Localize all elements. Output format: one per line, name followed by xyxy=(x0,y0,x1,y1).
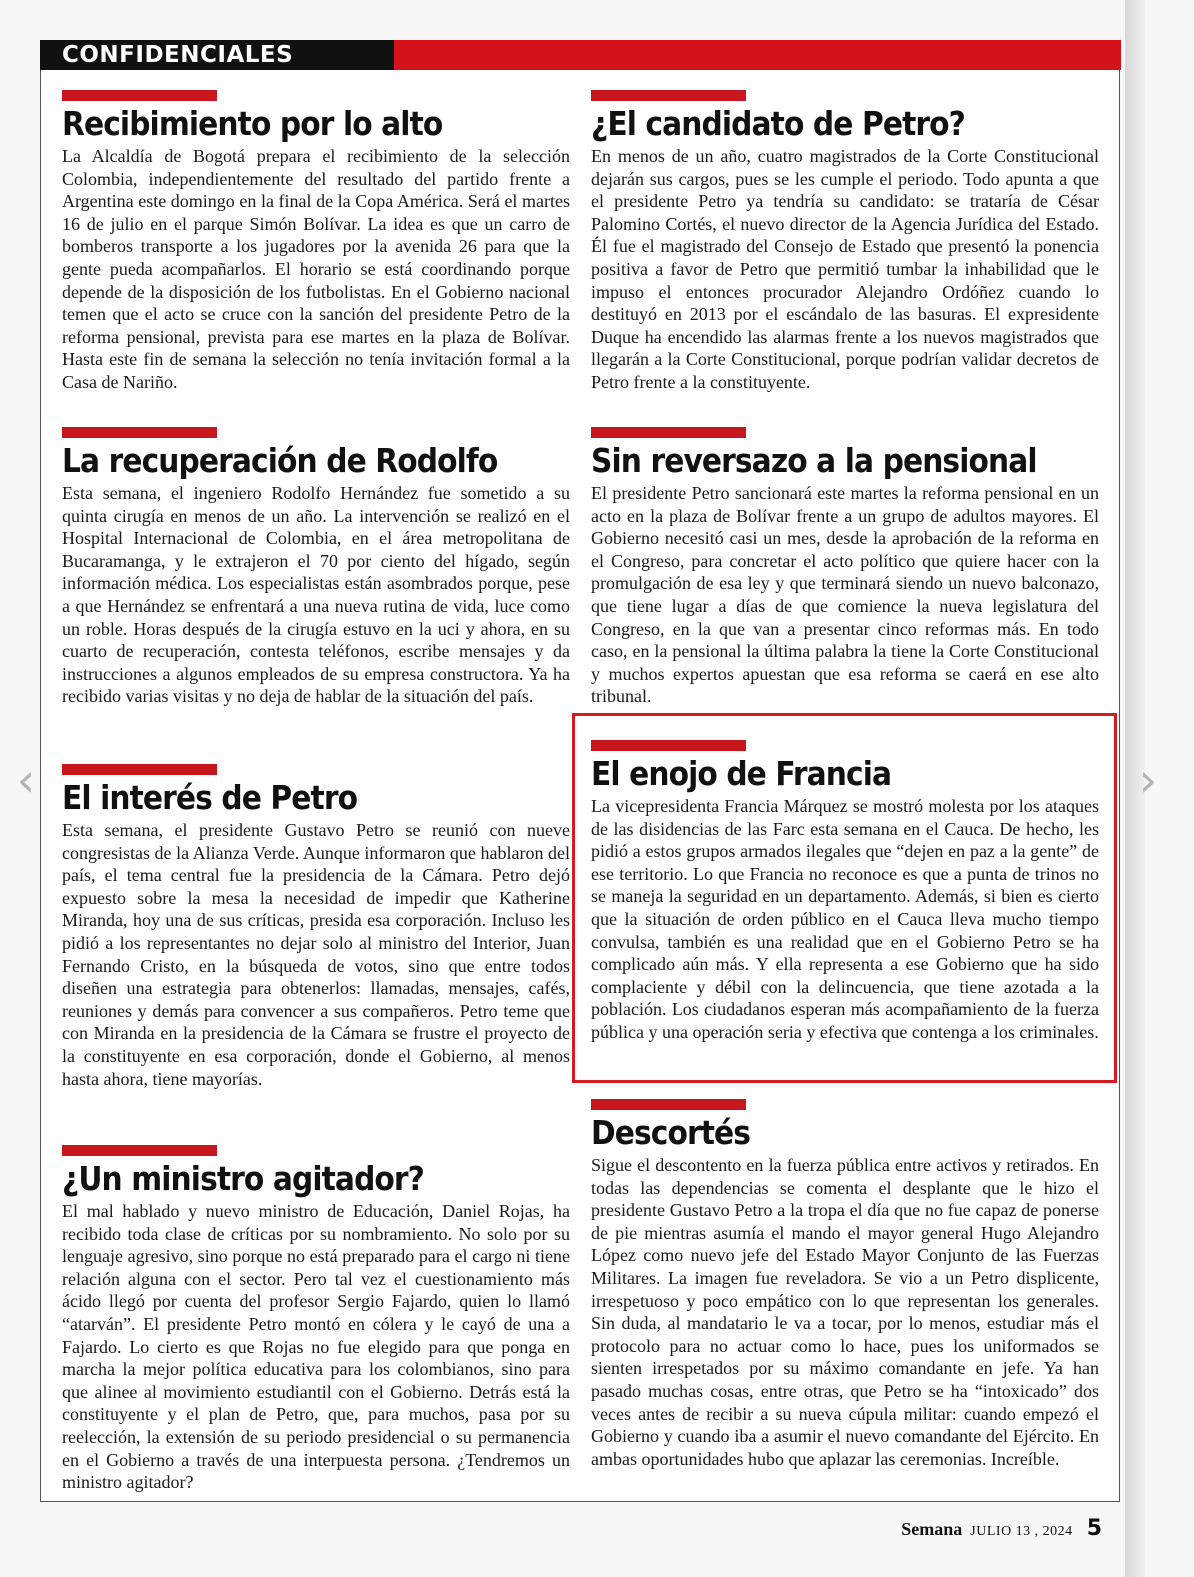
article-body: El mal hablado y nuevo ministro de Educación, Daniel Rojas, ha recibido toda clase de críticas por su nombramiento. No solo por su lenguaje agresivo, sino porque no está preparado para el cargo ni tiene relación alguna con el sector. Pero tal vez el cuestionamiento más ácido llegó por cuenta del profesor Sergio Fajardo, quien lo llamó “atarván”. El presidente Petro montó en cólera y le cayó de una a Fajardo. Lo cierto es que Rojas no fue elegido para que ponga en marcha la mejor política educativa para los colombianos, sino para que alinee al movimiento estudiantil con el Gobierno. Detrás está la constituyente y el plan de Petro, que, para muchos, pasa por su reelección, la extensión de su periodo presidencial o su permanencia en el Gobierno a través de una interpuesta persona. ¿Tendremos un ministro agitador? xyxy=(62,1201,570,1493)
article-red-bar xyxy=(62,90,217,101)
article-title: ¿El candidato de Petro? xyxy=(591,104,965,143)
highlight-box xyxy=(572,713,1117,1083)
article-body: En menos de un año, cuatro magistrados de la Corte Constitucional dejarán sus cargos, pues se les cumple el periodo. Todo apunta a que el presidente Petro ya tendría su candidato: se trataría de César Palomino Cortés, el nuevo director de la Agencia Jurídica del Estado. Él fue el magistrado del Consejo de Estado que presentó la ponencia positiva a favor de Petro que permitió tumbar la inhabilidad que le impuso el entonces procurador Alejandro Ordóñez cuando lo destituyó en 2013 por el escándalo de las basuras. El expresidente Duque ha encendido las alarmas frente a los nuevos magistrados que llegarán a la Corte Constitucional, porque podrían validar decretos de Petro frente a la constituyente. xyxy=(591,146,1099,392)
article-title: Recibimiento por lo alto xyxy=(62,104,443,143)
article-ministro-agitador xyxy=(62,1145,570,1494)
footer-date: JULIO 13 , 2024 xyxy=(970,1524,1073,1539)
article-title: El interés de Petro xyxy=(62,778,358,817)
article-red-bar xyxy=(62,427,217,438)
article-red-bar xyxy=(591,1099,746,1110)
article-title: Descortés xyxy=(591,1113,751,1152)
article-title: El enojo de Francia xyxy=(591,754,892,793)
article-body: El presidente Petro sancionará este martes la reforma pensional en un acto en la plaza de Bolívar frente a un grupo de adultos mayores. El Gobierno necesitó casi un mes, desde la aprobación de la reforma en el Congreso, para concretar el acto político que quiere hacer con la promulgación de esa ley y que terminará siendo un nuevo balconazo, que tiene lugar a días de que comience la nueva legislatura del Congreso, en la que van a presentar cinco reformas más. En todo caso, en la pensional la última palabra la tiene la Corte Constitucional y muchos expertos apuestan que esa reforma se caerá en ese alto tribunal. xyxy=(591,483,1099,707)
article-red-bar xyxy=(591,90,746,101)
page-number: 5 xyxy=(1086,1516,1102,1541)
article-red-bar xyxy=(62,1145,217,1156)
section-banner-black xyxy=(40,40,394,70)
article-title: ¿Un ministro agitador? xyxy=(62,1159,425,1198)
article-body: Esta semana, el presidente Gustavo Petro se reunió con nueve congresistas de la Alianza Verde. Aunque informaron que hablaron del país, el tema central fue la presidencia de la Cámara. Petro dejó expuesto sobre la mesa la necesidad de impedir que Katherine Miranda, hoy una de sus críticas, presida esa corporación. Incluso les pidió a los representantes no dejar solo al ministro del Interior, Juan Fernando Cristo, en la búsqueda de votos, sino que entre todos diseñen una estrategia para obtenerlos: llamadas, mensajes, cafés, reuniones y demás para convencer a sus compañeros. Petro teme que con Miranda en la presidencia de la Cámara se frustre el proyecto de la constituyente en esa corporación, donde el Gobierno, al menos hasta ahora, tiene mayorías. xyxy=(62,820,570,1089)
page-footer xyxy=(901,1516,1102,1541)
article-interes-petro xyxy=(62,764,570,1090)
article-body: Sigue el descontento en la fuerza pública entre activos y retirados. En todas las dependencias se comenta el desplante que le hizo el presidente Gustavo Petro a la tropa el día que no fue capaz de ponerse de pie mientras asumía el mando el mayor general Hugo Alejandro López como nuevo jefe del Estado Mayor Conjunto de las Fuerzas Militares. La imagen fue reveladora. Se vio a un Petro displicente, irrespetuoso y poco empático con lo que representan los generales. Sin duda, al mandatario le va a tocar, por lo menos, estudiar más el protocolo para no actuar como lo hace, pues los uniformados se sienten irrespetados por su máximo comandante en jefe. Ya han pasado muchas cosas, entre otras, que Petro se ha “intoxicado” dos veces antes de recibir a su nueva cúpula militar: cuando empezó el Gobierno y cuando iba a asumir el nuevo comandante del Ejército. En ambas oportunidades hubo que aplazar las ceremonias. Increíble. xyxy=(591,1155,1099,1469)
article-reversazo-pensional xyxy=(591,427,1099,708)
article-descortes xyxy=(591,1099,1099,1470)
article-candidato-petro xyxy=(591,90,1099,394)
section-banner-red xyxy=(394,40,1121,70)
next-page-arrow-icon[interactable]: › xyxy=(1138,753,1158,807)
article-title: Sin reversazo a la pensional xyxy=(591,441,1037,480)
footer-magazine-name: Semana xyxy=(901,1519,963,1539)
article-rodolfo xyxy=(62,427,570,708)
article-recibimiento xyxy=(62,90,570,394)
prev-page-arrow-icon[interactable]: ‹ xyxy=(16,753,36,807)
section-banner xyxy=(40,40,1121,70)
article-body: La vicepresidenta Francia Márquez se mostró molesta por los ataques de las disidencias de las Farc esta semana en el Cauca. De hecho, les pidió a estos grupos armados ilegales que “dejen en paz a la gente” de ese territorio. Lo que Francia no reconoce es que a punta de trinos no se maneja la seguridad en un departamento. Además, si bien es cierto que la situación de orden público en el Cauca lleva mucho tiempo convulsa, también es una realidad que en el Gobierno Petro se ha complicado aún más. Y ella representa a ese Gobierno que ha sido complaciente y débil con la delincuencia, que tiene azotada a la población. Los ciudadanos esperan más acompañamiento de la fuerza pública y una operación seria y efectiva que contenga a los criminales. xyxy=(591,796,1099,1042)
article-red-bar xyxy=(62,764,217,775)
article-body: La Alcaldía de Bogotá prepara el recibimiento de la selección Colombia, independientemente del resultado del partido frente a Argentina este domingo en la final de la Copa América. Será el martes 16 de julio en el parque Simón Bolívar. La idea es que un carro de bomberos transporte a los jugadores por la avenida 26 para que la gente pueda acompañarlos. El horario se está coordinando porque depende de la disposición de los futbolistas. En el Gobierno nacional temen que el acto se cruce con la sanción del presidente Petro de la reforma pensional, prevista para ese martes en la plaza de Bolívar. Hasta este fin de semana la selección no tenía invitación formal a la Casa de Nariño. xyxy=(62,146,570,392)
article-red-bar xyxy=(591,427,746,438)
article-body: Esta semana, el ingeniero Rodolfo Hernández fue sometido a su quinta cirugía en menos de un año. La intervención se realizó en el Hospital Internacional de Colombia, en el área metropolitana de Bucaramanga, y le extrajeron el 70 por ciento del hígado, según información médica. Los especialistas están asombrados porque, pese a que Hernández se enfrentará a una nueva rutina de vida, luce como un roble. Horas después de la cirugía estuvo en la uci y ahora, en su cuarto de recuperación, contesta teléfonos, escribe mensajes y da instrucciones a algunos empleados de su empresa constructora. Ya ha recibido varias visitas y no deja de hablar de la situación del país. xyxy=(62,483,570,707)
article-title: La recuperación de Rodolfo xyxy=(62,441,498,480)
section-title: CONFIDENCIALES xyxy=(62,42,294,68)
